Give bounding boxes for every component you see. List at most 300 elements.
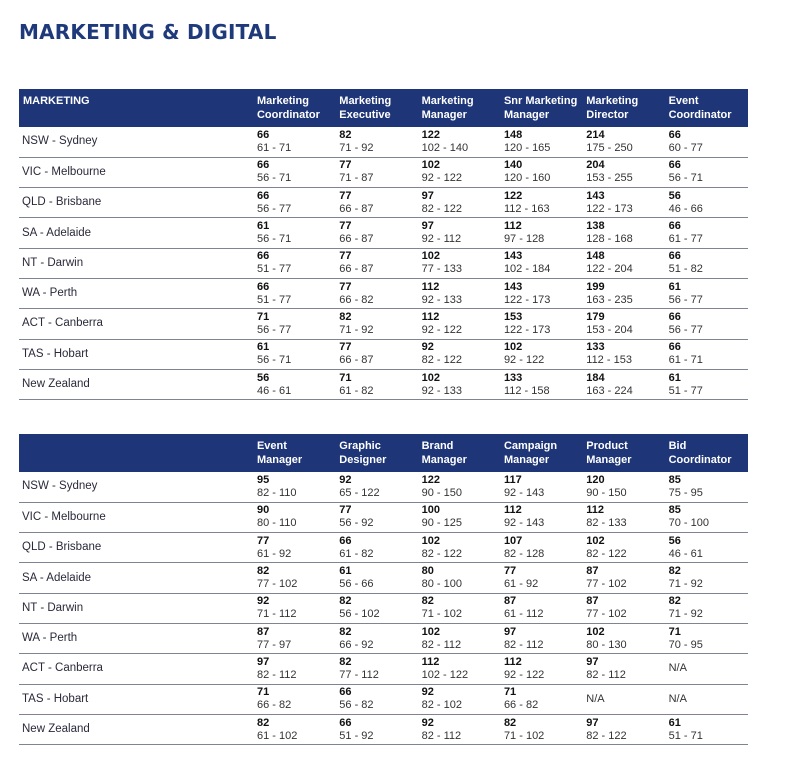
salary-cell (254, 623, 336, 653)
table-row (19, 533, 748, 563)
salary-range: 82 - 112 (256, 668, 297, 681)
salary-midpoint: 97 (503, 625, 517, 638)
location-cell: New Zealand (19, 369, 254, 399)
salary-midpoint: 143 (503, 250, 523, 263)
table-row (19, 278, 748, 308)
header-location: MARKETING (19, 89, 254, 127)
salary-cell (501, 218, 583, 248)
salary-range: 90 - 125 (421, 517, 462, 530)
salary-cell (336, 654, 418, 684)
salary-range: 56 - 71 (256, 233, 292, 246)
salary-cell (336, 472, 418, 502)
salary-cell (666, 654, 748, 684)
salary-range: 92 - 122 (421, 323, 462, 336)
salary-midpoint: 179 (586, 310, 605, 323)
table-row (19, 248, 748, 278)
salary-midpoint: 61 (668, 371, 681, 384)
salary-range: 56 - 82 (339, 699, 374, 712)
salary-range: 71 - 102 (503, 729, 545, 742)
salary-range: 71 - 112 (256, 608, 297, 621)
salary-range: 120 - 165 (503, 141, 551, 154)
salary-range: 82 - 102 (421, 699, 462, 712)
salary-midpoint: 97 (256, 655, 270, 668)
column-header (254, 434, 336, 472)
salary-midpoint: 80 (421, 565, 434, 578)
location-cell: QLD - Brisbane (19, 188, 254, 218)
salary-midpoint: 102 (586, 625, 605, 638)
salary-range: 61 - 112 (503, 608, 544, 621)
salary-cell (501, 127, 583, 157)
column-header-line: Bid (668, 440, 687, 452)
location-cell: NT - Darwin (19, 593, 254, 623)
salary-cell (501, 593, 583, 623)
salary-cell (583, 248, 665, 278)
page-title: MARKETING & DIGITAL (19, 20, 277, 44)
salary-range: 92 - 143 (503, 517, 545, 530)
location-cell: NSW - Sydney (19, 127, 254, 157)
salary-range: 66 - 82 (339, 293, 374, 306)
salary-range: 112 - 163 (503, 202, 550, 215)
salary-midpoint: 143 (503, 280, 523, 293)
salary-range: 66 - 87 (339, 263, 374, 276)
salary-midpoint: 61 (256, 341, 270, 354)
salary-cell (419, 502, 501, 532)
header-location (19, 434, 254, 472)
salary-range: 71 - 92 (668, 578, 703, 591)
table-row (19, 309, 748, 339)
salary-cell (419, 533, 501, 563)
location-cell: ACT - Canberra (19, 654, 254, 684)
salary-midpoint: 117 (503, 473, 522, 486)
salary-cell (254, 684, 336, 714)
salary-range: 80 - 110 (256, 517, 297, 530)
salary-midpoint: 66 (668, 250, 681, 263)
salary-midpoint: 102 (421, 534, 440, 547)
salary-cell (254, 563, 336, 593)
salary-range: 61 - 77 (668, 233, 703, 246)
salary-cell (583, 533, 665, 563)
column-header-line: Manager (503, 109, 550, 121)
salary-cell (336, 369, 418, 399)
salary-midpoint: 97 (586, 716, 599, 729)
salary-range: 56 - 77 (256, 202, 292, 215)
location-cell: New Zealand (19, 714, 254, 744)
salary-range: 163 - 235 (586, 293, 633, 306)
salary-midpoint: 153 (503, 310, 523, 323)
salary-midpoint: 77 (339, 280, 352, 293)
salary-range: 61 - 92 (256, 547, 292, 560)
salary-cell (336, 157, 418, 187)
salary-range: 56 - 92 (339, 517, 374, 530)
salary-cell (336, 339, 418, 369)
column-header (666, 434, 748, 472)
salary-cell (336, 684, 418, 714)
salary-midpoint: 82 (339, 655, 352, 668)
salary-midpoint: 112 (586, 504, 605, 517)
salary-cell (583, 369, 665, 399)
salary-midpoint: 184 (586, 371, 605, 384)
salary-midpoint: 66 (668, 159, 681, 172)
location-cell: QLD - Brisbane (19, 533, 254, 563)
column-header-line: Manager (421, 109, 467, 121)
salary-range: 70 - 100 (668, 517, 709, 530)
column-header-line: Director (586, 109, 629, 121)
salary-midpoint: 102 (421, 159, 440, 172)
salary-cell (666, 188, 748, 218)
salary-range: 51 - 77 (256, 263, 292, 276)
salary-midpoint: 102 (503, 341, 523, 354)
salary-cell (583, 563, 665, 593)
table-row (19, 623, 748, 653)
salary-midpoint: 66 (256, 159, 270, 172)
salary-midpoint: 148 (586, 250, 605, 263)
salary-range: 77 - 97 (256, 638, 292, 651)
salary-cell (254, 369, 336, 399)
salary-cell (501, 339, 583, 369)
column-header-line: Brand (421, 440, 454, 452)
salary-midpoint: 95 (256, 473, 270, 486)
table-row (19, 684, 748, 714)
salary-cell (419, 654, 501, 684)
salary-midpoint: 66 (668, 220, 681, 233)
salary-midpoint: 82 (339, 625, 352, 638)
salary-midpoint: 133 (586, 341, 605, 354)
column-header-line: Event (668, 95, 699, 107)
salary-range: 80 - 130 (586, 638, 627, 651)
salary-range: 61 - 92 (503, 578, 539, 591)
salary-range: 65 - 122 (339, 486, 380, 499)
salary-cell (501, 714, 583, 744)
salary-midpoint: 140 (503, 159, 523, 172)
salary-cell (666, 563, 748, 593)
column-header-line: Executive (339, 109, 391, 121)
table-row (19, 714, 748, 744)
salary-cell (419, 623, 501, 653)
salary-range: 128 - 168 (586, 233, 633, 246)
table-row (19, 339, 748, 369)
salary-midpoint: 82 (256, 716, 270, 729)
salary-range: 75 - 95 (668, 486, 703, 499)
salary-midpoint: 61 (339, 565, 352, 578)
salary-cell (666, 714, 748, 744)
salary-range: 71 - 92 (668, 608, 703, 621)
salary-midpoint: 112 (421, 280, 440, 293)
salary-cell (583, 339, 665, 369)
column-header-line: Marketing (421, 95, 474, 107)
salary-cell (254, 339, 336, 369)
column-header-line: Graphic (339, 440, 381, 452)
salary-midpoint: 82 (339, 128, 352, 141)
salary-range: 51 - 71 (668, 729, 703, 742)
salary-cell (336, 533, 418, 563)
salary-midpoint: 82 (339, 310, 352, 323)
salary-midpoint: 77 (339, 504, 352, 517)
salary-cell (501, 533, 583, 563)
salary-midpoint: 66 (256, 250, 270, 263)
salary-midpoint: 102 (421, 371, 440, 384)
salary-cell (254, 309, 336, 339)
salary-cell (254, 714, 336, 744)
column-header (419, 434, 501, 472)
salary-midpoint: 102 (421, 250, 440, 263)
salary-range: 66 - 82 (503, 699, 539, 712)
column-header-line: Marketing (586, 95, 639, 107)
salary-midpoint: 92 (421, 686, 434, 699)
salary-range: 112 - 158 (503, 384, 550, 397)
salary-midpoint: 82 (503, 716, 517, 729)
salary-midpoint: 56 (256, 371, 270, 384)
column-header-line: Coordinator (256, 109, 320, 121)
column-header (583, 434, 665, 472)
salary-midpoint: 56 (668, 189, 681, 202)
salary-range: 82 - 112 (586, 668, 626, 681)
location-cell: TAS - Hobart (19, 339, 254, 369)
salary-range: 82 - 112 (421, 729, 462, 742)
salary-cell (666, 533, 748, 563)
salary-cell (254, 278, 336, 308)
salary-cell (336, 593, 418, 623)
salary-range: 51 - 92 (339, 729, 374, 742)
salary-cell (501, 157, 583, 187)
salary-range: 61 - 102 (256, 729, 298, 742)
salary-midpoint: 138 (586, 220, 605, 233)
salary-range: 66 - 87 (339, 354, 374, 367)
salary-cell (666, 278, 748, 308)
salary-cell (254, 533, 336, 563)
salary-range: 163 - 224 (586, 384, 633, 397)
salary-midpoint: 120 (586, 473, 605, 486)
salary-cell (666, 472, 748, 502)
column-header (419, 89, 501, 127)
salary-range: 120 - 160 (503, 172, 551, 185)
salary-range: 66 - 92 (339, 638, 374, 651)
column-header (501, 89, 583, 127)
salary-midpoint: 112 (503, 220, 522, 233)
salary-midpoint: 148 (503, 128, 523, 141)
salary-midpoint: 71 (339, 371, 352, 384)
salary-cell (666, 502, 748, 532)
salary-range: 46 - 61 (256, 384, 292, 397)
table-row (19, 127, 748, 157)
salary-range: 82 - 112 (503, 638, 544, 651)
column-header-line: Manager (256, 454, 303, 466)
not-available: N/A (586, 692, 605, 705)
salary-cell (254, 127, 336, 157)
salary-cell (336, 502, 418, 532)
salary-midpoint: 61 (668, 280, 681, 293)
salary-range: 153 - 204 (586, 323, 633, 336)
salary-cell (666, 127, 748, 157)
salary-cell (336, 248, 418, 278)
salary-cell (501, 278, 583, 308)
salary-cell (583, 502, 665, 532)
salary-cell (419, 339, 501, 369)
salary-midpoint: 85 (668, 504, 681, 517)
salary-cell (583, 654, 665, 684)
salary-range: 82 - 122 (586, 729, 627, 742)
salary-cell (666, 248, 748, 278)
salary-cell (419, 127, 501, 157)
salary-cell (254, 157, 336, 187)
salary-range: 97 - 128 (503, 233, 545, 246)
salary-cell (666, 369, 748, 399)
salary-midpoint: 97 (421, 220, 434, 233)
table-row (19, 472, 748, 502)
salary-range: 92 - 112 (421, 233, 462, 246)
salary-cell (583, 188, 665, 218)
location-cell: WA - Perth (19, 278, 254, 308)
salary-range: 82 - 128 (503, 547, 545, 560)
salary-cell (501, 472, 583, 502)
salary-midpoint: 61 (668, 716, 681, 729)
salary-range: 70 - 95 (668, 638, 703, 651)
salary-cell (419, 593, 501, 623)
salary-midpoint: 71 (256, 310, 270, 323)
salary-midpoint: 66 (668, 310, 681, 323)
salary-range: 56 - 77 (668, 323, 703, 336)
salary-midpoint: 90 (256, 504, 270, 517)
salary-midpoint: 112 (503, 655, 522, 668)
salary-range: 92 - 133 (421, 293, 462, 306)
salary-range: 71 - 102 (421, 608, 462, 621)
table-header-row (19, 434, 748, 472)
salary-cell (419, 309, 501, 339)
salary-midpoint: 56 (668, 534, 681, 547)
salary-midpoint: 122 (503, 189, 523, 202)
salary-cell (254, 593, 336, 623)
salary-cell (419, 563, 501, 593)
salary-cell (583, 714, 665, 744)
salary-range: 56 - 77 (256, 323, 292, 336)
column-header (666, 89, 748, 127)
column-header (254, 89, 336, 127)
salary-midpoint: 82 (421, 595, 434, 608)
salary-midpoint: 97 (421, 189, 434, 202)
salary-midpoint: 77 (339, 341, 352, 354)
salary-cell (583, 472, 665, 502)
salary-midpoint: 77 (339, 250, 352, 263)
salary-cell (666, 218, 748, 248)
salary-range: 51 - 82 (668, 263, 703, 276)
column-header-line: Marketing (339, 95, 392, 107)
column-header (583, 89, 665, 127)
salary-cell (583, 309, 665, 339)
table-header-row (19, 89, 748, 127)
column-header-line: Designer (339, 454, 387, 466)
salary-range: 77 - 102 (586, 608, 627, 621)
salary-midpoint: 66 (668, 341, 681, 354)
salary-range: 82 - 110 (256, 486, 297, 499)
location-cell: NSW - Sydney (19, 472, 254, 502)
salary-range: 90 - 150 (586, 486, 627, 499)
salary-midpoint: 92 (421, 341, 434, 354)
salary-midpoint: 107 (503, 534, 523, 547)
salary-range: 102 - 140 (421, 141, 469, 154)
salary-range: 92 - 122 (503, 668, 545, 681)
salary-cell (666, 684, 748, 714)
salary-midpoint: 214 (586, 128, 605, 141)
salary-range: 82 - 112 (421, 638, 462, 651)
salary-cell (336, 127, 418, 157)
salary-range: 71 - 92 (339, 323, 374, 336)
table-row (19, 654, 748, 684)
salary-midpoint: 112 (503, 504, 522, 517)
salary-range: 61 - 82 (339, 547, 374, 560)
column-header-line: Event (256, 440, 287, 452)
column-header (336, 89, 418, 127)
salary-cell (254, 248, 336, 278)
salary-midpoint: 66 (668, 128, 681, 141)
salary-midpoint: 77 (256, 534, 270, 547)
salary-midpoint: 66 (256, 189, 270, 202)
salary-range: 90 - 150 (421, 486, 462, 499)
salary-cell (254, 502, 336, 532)
salary-range: 82 - 122 (421, 354, 462, 367)
salary-range: 56 - 71 (256, 354, 292, 367)
salary-range: 61 - 71 (256, 141, 292, 154)
column-header-line: Manager (586, 454, 632, 466)
salary-range: 80 - 100 (421, 578, 462, 591)
salary-range: 92 - 122 (421, 172, 462, 185)
column-header-line: Coordinator (668, 454, 732, 466)
location-cell: VIC - Melbourne (19, 502, 254, 532)
salary-cell (336, 278, 418, 308)
salary-cell (419, 157, 501, 187)
salary-range: 122 - 204 (586, 263, 633, 276)
salary-range: 102 - 122 (421, 668, 469, 681)
location-cell: ACT - Canberra (19, 309, 254, 339)
salary-cell (666, 593, 748, 623)
salary-midpoint: 66 (339, 534, 352, 547)
salary-range: 61 - 82 (339, 384, 374, 397)
salary-midpoint: 66 (339, 686, 352, 699)
table-row (19, 218, 748, 248)
salary-midpoint: 77 (339, 220, 352, 233)
salary-midpoint: 82 (256, 565, 270, 578)
salary-cell (336, 563, 418, 593)
salary-midpoint: 87 (586, 595, 599, 608)
salary-cell (419, 248, 501, 278)
salary-cell (583, 127, 665, 157)
salary-range: 77 - 133 (421, 263, 462, 276)
salary-cell (501, 248, 583, 278)
column-header-line: Manager (503, 454, 550, 466)
salary-midpoint: 97 (586, 655, 599, 668)
salary-cell (666, 339, 748, 369)
salary-range: 82 - 122 (421, 547, 462, 560)
location-cell: WA - Perth (19, 623, 254, 653)
salary-midpoint: 87 (586, 565, 599, 578)
column-header-line: Manager (421, 454, 467, 466)
salary-range: 46 - 61 (668, 547, 703, 560)
salary-cell (583, 684, 665, 714)
salary-table-digital (19, 434, 748, 745)
salary-cell (583, 278, 665, 308)
location-cell: SA - Adelaide (19, 218, 254, 248)
salary-table-marketing (19, 89, 748, 400)
salary-cell (666, 309, 748, 339)
salary-midpoint: 87 (256, 625, 270, 638)
salary-cell (254, 472, 336, 502)
table-row (19, 369, 748, 399)
salary-midpoint: 122 (421, 128, 440, 141)
salary-cell (254, 188, 336, 218)
salary-cell (666, 157, 748, 187)
table-row (19, 502, 748, 532)
salary-midpoint: 143 (586, 189, 605, 202)
not-available: N/A (668, 692, 687, 705)
column-header-line: Marketing (256, 95, 309, 107)
